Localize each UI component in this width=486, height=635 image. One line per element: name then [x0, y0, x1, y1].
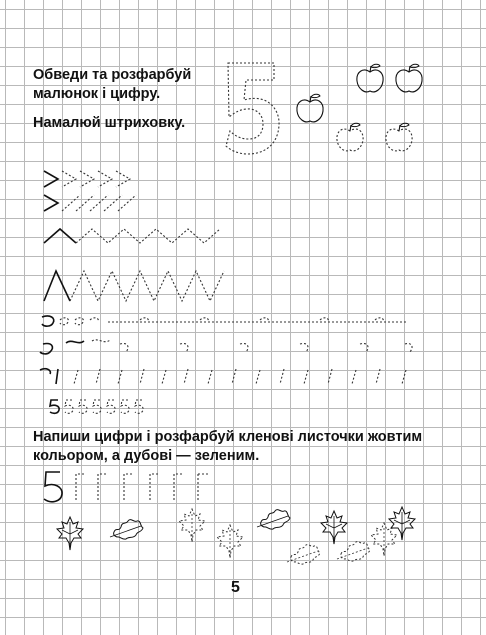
maple-leaf-icon — [179, 509, 205, 542]
instruction-line: малюнок і цифру. — [33, 86, 161, 102]
instruction-line: Напиши цифри і розфарбуй кленові листочки жовтим — [33, 429, 423, 445]
apple-icon — [337, 123, 363, 151]
oak-leaf-icon — [110, 520, 143, 540]
instruction-line: кольором, а дубові — зеленим. — [33, 448, 260, 464]
leaves-group — [57, 507, 415, 564]
oak-leaf-icon — [337, 542, 370, 562]
hatching-rows — [44, 171, 224, 301]
oak-leaf-icon — [257, 510, 290, 530]
apples-group — [297, 64, 422, 151]
instruction-draw-hatching: Намалюй штриховку. — [33, 115, 186, 131]
maple-leaf-icon — [321, 511, 347, 544]
page-number: 5 — [231, 579, 240, 596]
loop-rows — [40, 316, 412, 384]
oak-leaf-icon — [287, 545, 320, 565]
instruction-line: Обведи та розфарбуй — [33, 67, 192, 83]
maple-leaf-icon — [389, 507, 415, 540]
big-digit-five-outline — [226, 63, 279, 154]
maple-leaf-icon — [217, 525, 243, 558]
apple-icon — [297, 94, 323, 122]
writing-digit-fives — [44, 472, 208, 502]
apple-icon — [357, 64, 383, 92]
apple-icon — [386, 123, 412, 151]
maple-leaf-icon — [57, 517, 83, 550]
small-digit-fives — [50, 400, 143, 413]
apple-icon — [396, 64, 422, 92]
